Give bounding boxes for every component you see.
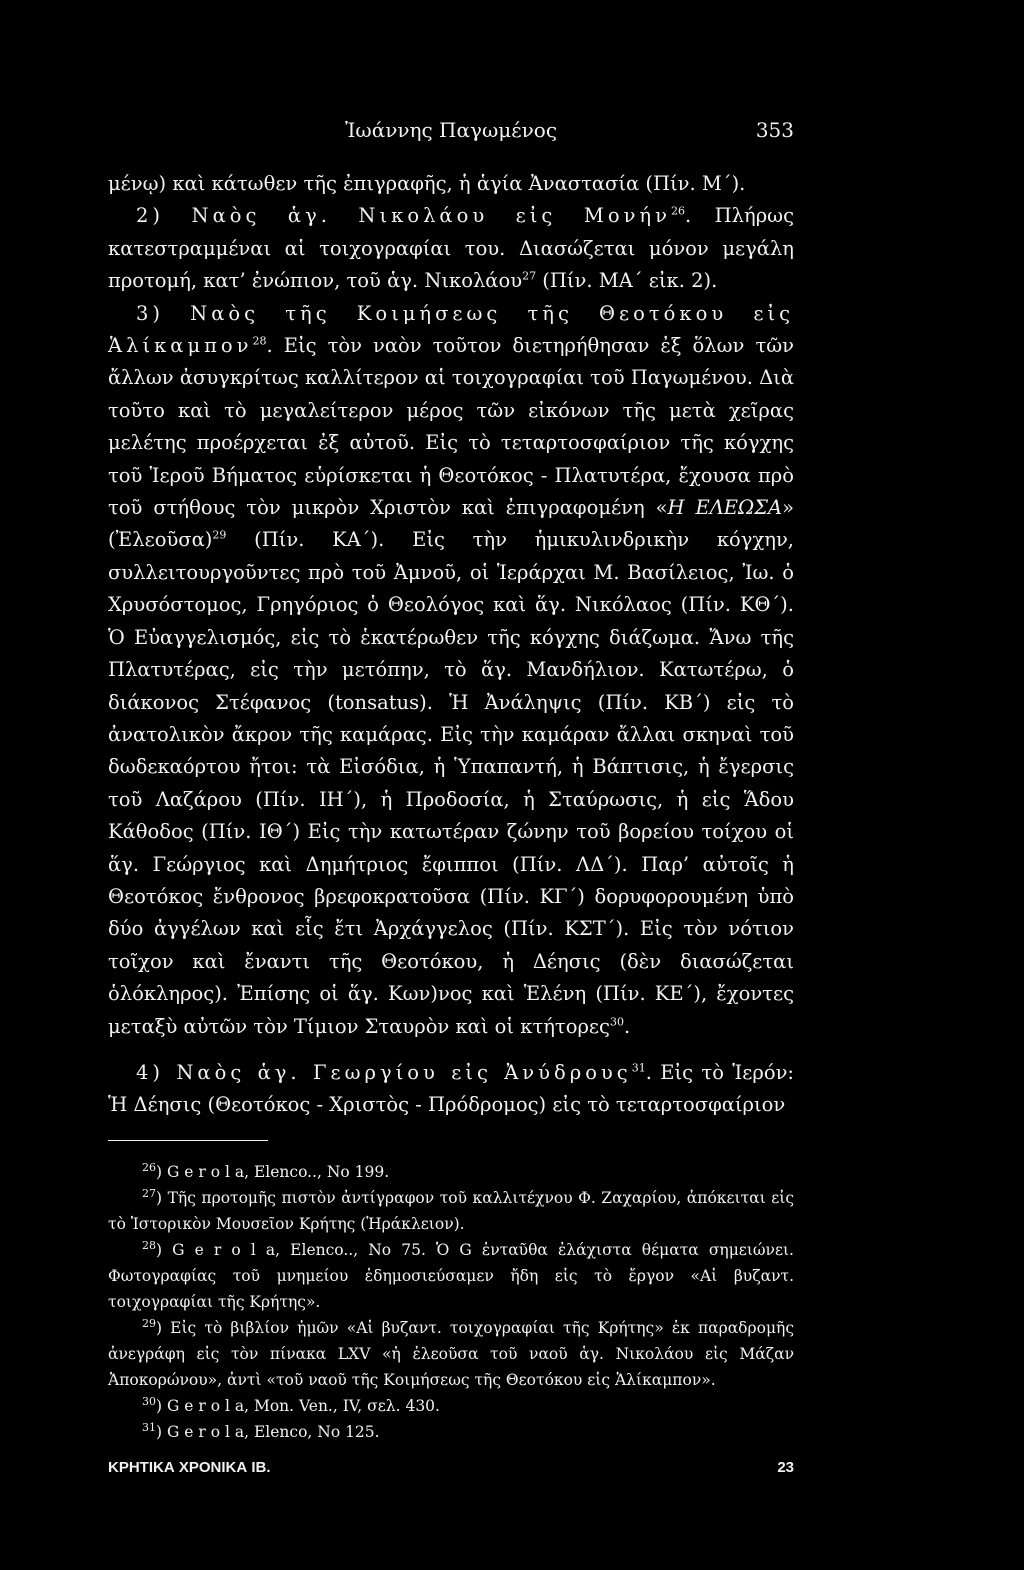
inscription: Η ΕΛΕΩΣΑ: [667, 496, 783, 520]
footnote-28: [108, 1237, 794, 1315]
paragraph-text: .: [623, 1014, 631, 1038]
running-header: [108, 118, 794, 158]
paragraph-text: . Εἰς τὸ Ἱερόν: Ἡ Δέησις (Θεοτόκος - Χριστὸς - Πρόδρομος) εἰς τὸ τεταρτοσφαίριον: [108, 1060, 794, 1117]
body-text: [108, 168, 794, 1122]
church-heading: 4) Ναὸς ἁγ. Γεωργίου εἰς Ἀνύδρους: [136, 1060, 632, 1084]
footnote-ref: 26: [670, 204, 685, 218]
footnote-ref: 31: [631, 1061, 646, 1075]
footnote-29: [108, 1315, 794, 1393]
footnote-text: ) G e r o l a, Elenco.., No 75. Ὁ G ἐνταῦθα ἐλάχιστα θέματα σημειώνει. Φωτογραφίας τοῦ μνημείου ἐδημοσιεύσαμεν ἤδη εἰς τὸ ἔργον «Αἱ βυζαντ. τοιχογραφίαι τῆς Κρήτης».: [108, 1240, 794, 1311]
footnote-divider: [108, 1140, 268, 1141]
page-number: 353: [755, 118, 794, 142]
footnote-number: 29: [142, 1316, 156, 1330]
footnote-ref: 28: [252, 334, 267, 348]
journal-signature: ΚΡΗΤΙΚΑ ΧΡΟΝΙΚΑ ΙΒ.: [108, 1458, 271, 1476]
paragraph-text: . Εἰς τὸν ναὸν τοῦτον διετηρήθησαν ἐξ ὅλων τῶν ἄλλων ἀσυγκρίτως καλλίτερον αἱ τοιχογραφίαι τοῦ Παγωμένου. Διὰ τοῦτο καὶ τὸ μεγαλείτερον μέρος τῶν εἰκόνων τῆς μετὰ χεῖρας μελέτης προέρχεται ἐξ αὐτοῦ. Εἰς τὸ τεταρτοσφαίριον τῆς κόγχης τοῦ Ἱεροῦ Βήματος εὑρίσκεται ἡ Θεοτόκος - Πλατυτέρα, ἔχουσα πρὸ τοῦ στήθους τὸν μικρὸν Χριστὸν καὶ ἐπιγραφομένη «: [108, 334, 794, 520]
footnote-ref: 29: [212, 528, 227, 542]
footnote-number: 27: [142, 1186, 156, 1200]
footnote-number: 28: [142, 1238, 156, 1252]
footnote-number: 30: [142, 1394, 156, 1408]
paragraph-nikolaos-moni: [108, 200, 794, 297]
footnote-26: [108, 1159, 794, 1185]
footnote-27: [108, 1185, 794, 1237]
header-title: Ἰωάννης Παγωμένος: [344, 118, 558, 142]
footnote-number: 31: [142, 1420, 156, 1434]
page: [108, 118, 794, 1485]
page-footer: [108, 1459, 794, 1485]
footnote-ref: 27: [522, 269, 537, 283]
footnote-ref: 30: [609, 1015, 624, 1029]
paragraph-georgios-anydroi: [108, 1057, 794, 1122]
paragraph-text: (Πίν. ΚΑ΄). Εἰς τὴν ἡμικυλινδρικὴν κόγχην, συλλειτουργοῦντες πρὸ τοῦ Ἀμνοῦ, οἱ Ἱεράρχαι Μ. Βασίλειος, Ἰω. ὁ Χρυσόστομος, Γρηγόριος ὁ Θεολόγος καὶ ἅγ. Νικόλαος (Πίν. ΚΘ΄). Ὁ Εὐαγγελισμός, εἰς τὸ ἑκατέρωθεν τῆς κόγχης διάζωμα. Ἄνω τῆς Πλατυτέρας, εἰς τὴν μετόπην, τὸ ἅγ. Μανδήλιον. Κατωτέρω, ὁ διάκονος Στέφανος (tonsatus). Ἡ Ἀνάληψις (Πίν. ΚΒ΄) εἰς τὸ ἀνατολικὸν ἄκρον τῆς καμάρας. Εἰς τὴν καμάραν ἄλλαι σκηναὶ τοῦ δωδεκαόρτου ἤτοι: τὰ Εἰσόδια, ἡ Ὑπαπαντή, ἡ Βάπτισις, ἡ ἔγερσις τοῦ Λαζάρου (Πίν. ΙΗ΄), ἡ Προδοσία, ἡ Σταύρωσις, ἡ εἰς Ἅδου Κάθοδος (Πίν. ΙΘ΄) Εἰς τὴν κατωτέραν ζώνην τοῦ βορείου τοίχου οἱ ἅγ. Γεώργιος καὶ Δημήτριος ἔφιπποι (Πίν. ΛΔ΄). Παρ’ αὐτοῖς ἡ Θεοτόκος ἔνθρονος βρεφοκρατοῦσα (Πίν. ΚΓ΄) δορυφορουμένη ὑπὸ δύο ἀγγέλων καὶ εἷς ἔτι Ἀρχάγγελος (Πίν. ΚΣΤ΄). Εἰς τὸν νότιον τοῖχον καὶ ἔναντι τῆς Θεοτόκου, ἡ Δέησις (δὲν διασώζεται ὁλόκληρος). Ἐπίσης οἱ ἅγ. Κων)νος καὶ Ἑλένη (Πίν. ΚΕ΄), ἔχοντες μεταξὺ αὐτῶν τὸν Τίμιον Σταυρὸν καὶ οἱ κτήτορες: [108, 528, 794, 1038]
paragraph-text: . Πλήρως κατεστραμμέναι αἱ τοιχογραφίαι του. Διασώζεται μόνον μεγάλη προτομή, κατ’ ἐνώπιον, τοῦ ἁγ. Νικολάου: [108, 204, 795, 293]
footnote-30: [108, 1393, 794, 1419]
church-heading: 2) Ναὸς ἁγ. Νικολάου εἰς Μονήν: [136, 204, 671, 228]
paragraph-text: » (Ἐλεοῦσα): [108, 496, 794, 552]
signature-number: 23: [777, 1458, 794, 1476]
paragraph-text: (Πίν. ΜΑ΄ εἰκ. 2).: [536, 269, 718, 293]
footnote-number: 26: [142, 1160, 156, 1174]
footnote-text: ) G e r o l a, Elenco.., No 199.: [156, 1162, 390, 1181]
footnote-text: ) Εἰς τὸ βιβλίον ἡμῶν «Αἱ βυζαντ. τοιχογραφίαι τῆς Κρήτης» ἐκ παραδρομῆς ἀνεγράφη εἰς τὸν πίνακα LXV «ἡ ἐλεοῦσα τοῦ ναοῦ ἁγ. Νικολάου εἰς Μάζαν Ἀποκορώνου», ἀντὶ «τοῦ ναοῦ τῆς Κοιμήσεως τῆς Θεοτόκου εἰς Ἁλίκαμπον».: [108, 1318, 794, 1389]
footnotes: [108, 1159, 794, 1445]
footnote-text: ) G e r o l a, Mon. Ven., IV, σελ. 430.: [156, 1396, 440, 1415]
footnote-text: ) G e r o l a, Elenco, No 125.: [156, 1422, 380, 1441]
paragraph-continuation: μένῳ) καὶ κάτωθεν τῆς ἐπιγραφῆς, ἡ ἁγία Ἀναστασία (Πίν. Μ΄).: [108, 172, 746, 195]
paragraph-koimisis-alikampos: [108, 298, 794, 1043]
footnote-31: [108, 1419, 794, 1445]
church-heading: 3) Ναὸς τῆς Κοιμήσεως τῆς Θεοτόκου εἰς Ἁλίκαμπον: [108, 301, 794, 358]
footnote-text: ) Τῆς προτομῆς πιστὸν ἀντίγραφον τοῦ καλλιτέχνου Φ. Ζαχαρίου, ἀπόκειται εἰς τὸ Ἱστορικὸν Μουσεῖον Κρήτης (Ἡράκλειον).: [108, 1188, 794, 1233]
